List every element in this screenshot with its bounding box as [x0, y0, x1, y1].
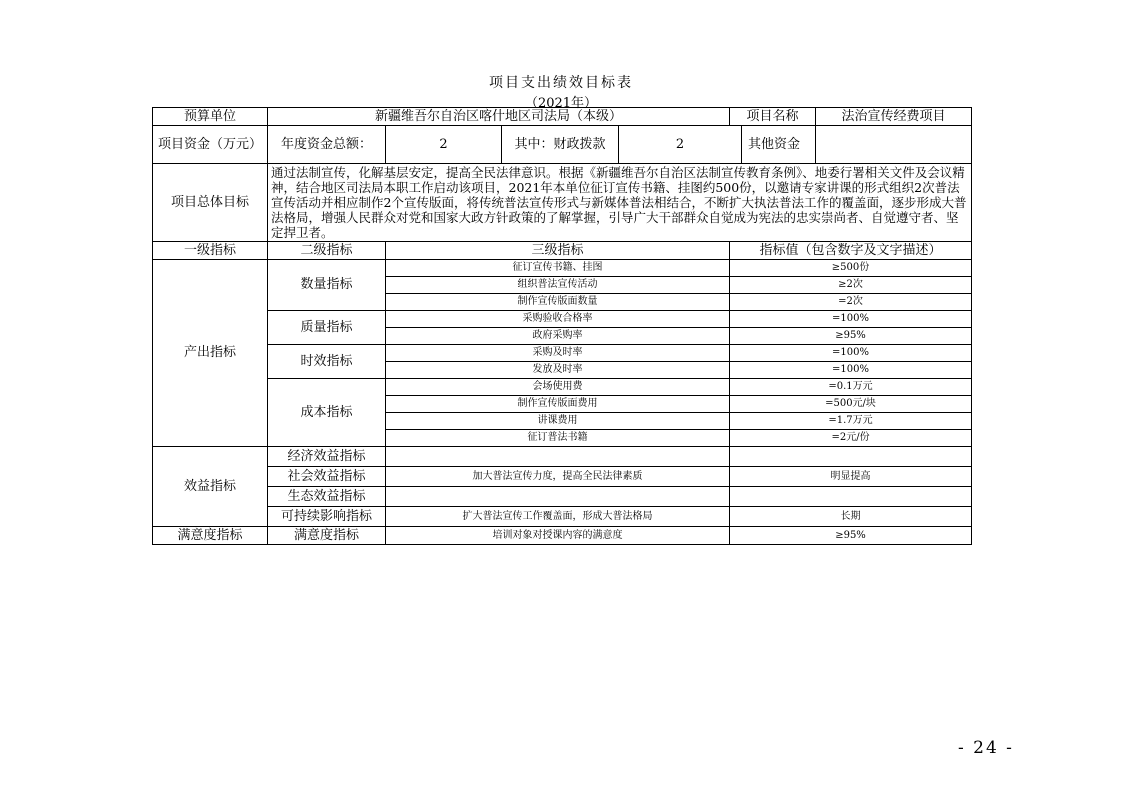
table-row: 采购验收合格率: [386, 311, 730, 328]
table-row: 加大普法宣传力度，提高全民法律素质: [386, 467, 730, 487]
table-row: 讲课费用: [386, 413, 730, 430]
benefit-level2: 生态效益指标: [268, 487, 386, 507]
table-row: [386, 487, 730, 507]
budget-unit-value: 新疆维吾尔自治区喀什地区司法局（本级）: [268, 108, 730, 126]
table-row-value: =500元/块: [730, 396, 972, 413]
goal-label: 项目总体目标: [153, 164, 268, 242]
finance-funds-label: 其中：财政拨款: [502, 126, 619, 163]
quality-indicator-label: 质量指标: [268, 311, 386, 345]
table-row-value: =100%: [730, 311, 972, 328]
benefit-level2: 可持续影响指标: [268, 507, 386, 527]
table-row-value: 明显提高: [730, 467, 972, 487]
satisfaction-level2: 满意度指标: [268, 527, 386, 545]
benefit-level2: 社会效益指标: [268, 467, 386, 487]
table-row: 政府采购率: [386, 328, 730, 345]
benefit-level2: 经济效益指标: [268, 447, 386, 467]
table-row-value: =2次: [730, 294, 972, 311]
table-row-value: =1.7万元: [730, 413, 972, 430]
table-row-value: ≥95%: [730, 527, 972, 545]
table-row-value: =2元/份: [730, 430, 972, 447]
table-row-value: ≥2次: [730, 277, 972, 294]
table-row-value: =100%: [730, 362, 972, 379]
col-value-header: 指标值（包含数字及文字描述）: [730, 242, 972, 260]
table-row: [386, 447, 730, 467]
table-row-value: 长期: [730, 507, 972, 527]
table-row-value: =0.1万元: [730, 379, 972, 396]
quantity-indicator-label: 数量指标: [268, 260, 386, 311]
col-level2-header: 二级指标: [268, 242, 386, 260]
total-funds-value: 2: [386, 126, 502, 164]
goal-text: 通过法制宣传，化解基层安定，提高全民法律意识。根据《新疆维吾尔自治区法制宣传教育条例》、地委行署相关文件及会议精神，结合地区司法局本职工作启动该项目，2021年本单位征订宣传书籍、挂图约500份，以邀请专家讲课的形式组织2次普法宣传活动并相应制作2个宣传版面，将传统普法宣传形式与新媒体普法相结合，不断扩大执法普法工作的覆盖面，逐步形成大普法格局，增强人民群众对党和国家大政方针政策的了解掌握，引导广大干部群众自觉成为宪法的忠实崇尚者、自觉遵守者、坚定捍卫者。: [268, 164, 972, 242]
table-row: 发放及时率: [386, 362, 730, 379]
table-row: 制作宣传版面费用: [386, 396, 730, 413]
table-row-value: =100%: [730, 345, 972, 362]
table-row: 培训对象对授课内容的满意度: [386, 527, 730, 545]
table-row: 采购及时率: [386, 345, 730, 362]
table-row: 扩大普法宣传工作覆盖面，形成大普法格局: [386, 507, 730, 527]
col-level1-header: 一级指标: [153, 242, 268, 260]
budget-unit-label: 预算单位: [153, 108, 268, 126]
table-row-value: ≥95%: [730, 328, 972, 345]
other-funds-label: 其他资金: [748, 136, 801, 152]
other-funds-value: [816, 126, 972, 164]
table-row-value: [730, 447, 972, 467]
table-row: 制作宣传版面数量: [386, 294, 730, 311]
table-row: 组织普法宣传活动: [386, 277, 730, 294]
table-row: 会场使用费: [386, 379, 730, 396]
table-row-value: ≥500份: [730, 260, 972, 277]
satisfaction-indicator-label: 满意度指标: [153, 527, 268, 545]
funds-label: 项目资金（万元）: [153, 126, 268, 164]
col-level3-header: 三级指标: [386, 242, 730, 260]
timeliness-indicator-label: 时效指标: [268, 345, 386, 379]
output-indicator-label: 产出指标: [153, 260, 268, 447]
table-row: 征订普法书籍: [386, 430, 730, 447]
table-title: 项目支出绩效目标表: [489, 75, 633, 91]
performance-table: [152, 107, 972, 545]
cost-indicator-label: 成本指标: [268, 379, 386, 447]
table-year: （2021年）: [524, 96, 598, 111]
finance-funds-value: 2: [619, 126, 742, 163]
table-row-value: [730, 487, 972, 507]
project-name-label: 项目名称: [730, 108, 816, 126]
total-funds-label: 年度资金总额：: [268, 126, 386, 164]
benefit-indicator-label: 效益指标: [153, 447, 268, 527]
page-number: - 24 -: [958, 738, 1014, 758]
project-name-value: 法治宣传经费项目: [816, 108, 972, 126]
table-row: 征订宣传书籍、挂图: [386, 260, 730, 277]
